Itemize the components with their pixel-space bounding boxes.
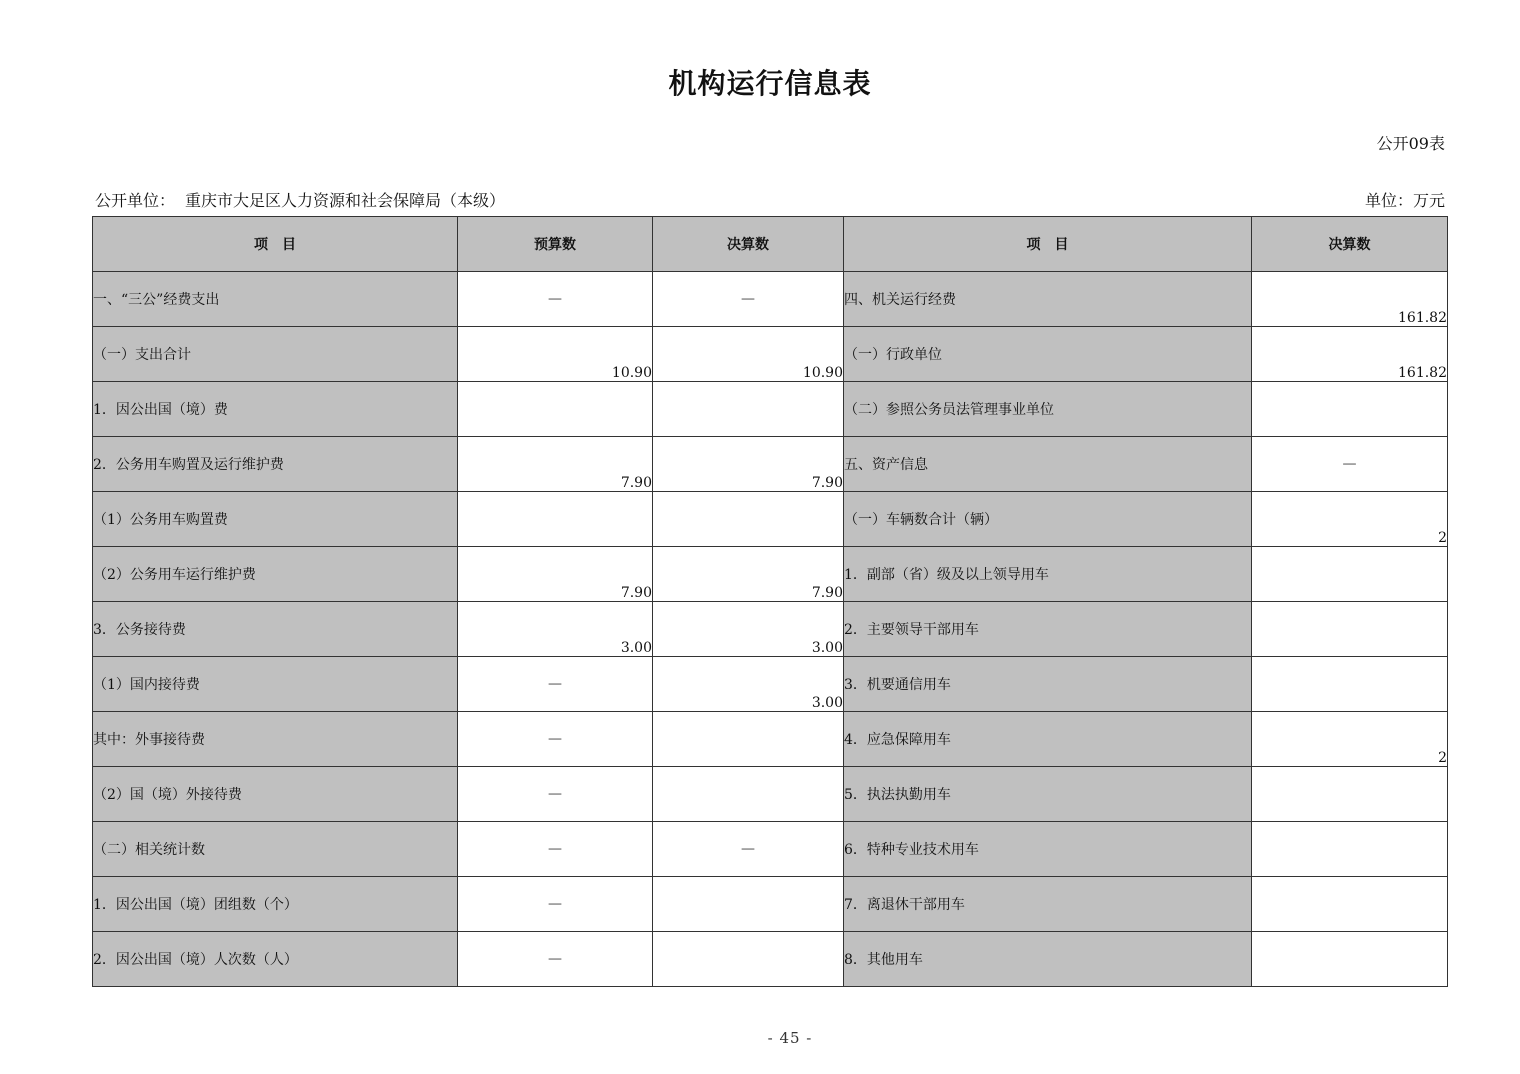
table-row — [93, 547, 1448, 602]
header-item-left: 项 目 — [93, 217, 458, 272]
budget-value: 7.90 — [458, 547, 653, 602]
final-value — [653, 382, 844, 437]
right-final-value: 2 — [1252, 712, 1448, 767]
budget-value — [458, 492, 653, 547]
institution-operation-table — [92, 216, 1448, 987]
budget-value: 10.90 — [458, 327, 653, 382]
table-row — [93, 437, 1448, 492]
left-item-label: （2）公务用车运行维护费 — [93, 547, 458, 602]
right-item-label: （二）参照公务员法管理事业单位 — [844, 382, 1252, 437]
budget-value: 3.00 — [458, 602, 653, 657]
final-value: 3.00 — [653, 657, 844, 712]
table-row — [93, 272, 1448, 327]
right-final-value — [1252, 547, 1448, 602]
left-item-label: （一）支出合计 — [93, 327, 458, 382]
budget-value: — — [458, 272, 653, 327]
right-item-label: 3．机要通信用车 — [844, 657, 1252, 712]
table-row — [93, 492, 1448, 547]
right-final-value — [1252, 382, 1448, 437]
page-title: 机构运行信息表 — [668, 67, 872, 100]
right-final-value — [1252, 877, 1448, 932]
table-row — [93, 657, 1448, 712]
budget-value: — — [458, 877, 653, 932]
reporting-unit — [95, 188, 505, 211]
currency-unit: 单位：万元 — [1364, 191, 1445, 210]
right-item-label: （一）行政单位 — [844, 327, 1252, 382]
budget-value: — — [458, 767, 653, 822]
reporting-unit-value: 重庆市大足区人力资源和社会保障局（本级） — [185, 191, 506, 210]
right-item-label: 2．主要领导干部用车 — [844, 602, 1252, 657]
right-final-value — [1252, 657, 1448, 712]
final-value: — — [653, 822, 844, 877]
right-final-value: 161.82 — [1252, 327, 1448, 382]
right-item-label: 7．离退休干部用车 — [844, 877, 1252, 932]
right-final-value — [1252, 767, 1448, 822]
header-item-right: 项 目 — [844, 217, 1252, 272]
right-final-value — [1252, 602, 1448, 657]
right-item-label: 4．应急保障用车 — [844, 712, 1252, 767]
final-value: 7.90 — [653, 547, 844, 602]
budget-value: — — [458, 712, 653, 767]
left-item-label: 2．因公出国（境）人次数（人） — [93, 932, 458, 987]
budget-value — [458, 382, 653, 437]
final-value — [653, 712, 844, 767]
header-budget: 预算数 — [458, 217, 653, 272]
page-number: - 45 - — [767, 1029, 813, 1047]
header-row — [93, 217, 1448, 272]
right-item-label: 6．特种专业技术用车 — [844, 822, 1252, 877]
left-item-label: （1）公务用车购置费 — [93, 492, 458, 547]
budget-value: — — [458, 657, 653, 712]
final-value: — — [653, 272, 844, 327]
right-final-value — [1252, 932, 1448, 987]
final-value — [653, 492, 844, 547]
table-row — [93, 602, 1448, 657]
budget-value: — — [458, 932, 653, 987]
right-final-value: 161.82 — [1252, 272, 1448, 327]
table-row — [93, 932, 1448, 987]
right-item-label: 四、机关运行经费 — [844, 272, 1252, 327]
left-item-label: 3．公务接待费 — [93, 602, 458, 657]
right-item-label: 5．执法执勤用车 — [844, 767, 1252, 822]
left-item-label: （2）国（境）外接待费 — [93, 767, 458, 822]
budget-value: 7.90 — [458, 437, 653, 492]
final-value — [653, 932, 844, 987]
right-item-label: 五、资产信息 — [844, 437, 1252, 492]
table-body — [93, 272, 1448, 987]
final-value — [653, 877, 844, 932]
final-value — [653, 767, 844, 822]
header-final-left: 决算数 — [653, 217, 844, 272]
table-row — [93, 712, 1448, 767]
right-item-label: 8．其他用车 — [844, 932, 1252, 987]
header-final-right: 决算数 — [1252, 217, 1448, 272]
left-item-label: 1．因公出国（境）费 — [93, 382, 458, 437]
left-item-label: （1）国内接待费 — [93, 657, 458, 712]
table-row — [93, 382, 1448, 437]
left-item-label: 2．公务用车购置及运行维护费 — [93, 437, 458, 492]
table-row — [93, 327, 1448, 382]
table-row — [93, 767, 1448, 822]
left-item-label: 1．因公出国（境）团组数（个） — [93, 877, 458, 932]
right-item-label: （一）车辆数合计（辆） — [844, 492, 1252, 547]
table-row — [93, 877, 1448, 932]
right-final-value: — — [1252, 437, 1448, 492]
left-item-label: （二）相关统计数 — [93, 822, 458, 877]
reporting-unit-label: 公开单位： — [95, 191, 176, 210]
final-value: 3.00 — [653, 602, 844, 657]
budget-value: — — [458, 822, 653, 877]
left-item-label: 一、“三公”经费支出 — [93, 272, 458, 327]
final-value: 10.90 — [653, 327, 844, 382]
table-row — [93, 822, 1448, 877]
final-value: 7.90 — [653, 437, 844, 492]
right-final-value: 2 — [1252, 492, 1448, 547]
right-item-label: 1．副部（省）级及以上领导用车 — [844, 547, 1252, 602]
right-final-value — [1252, 822, 1448, 877]
left-item-label: 其中：外事接待费 — [93, 712, 458, 767]
table-code: 公开09表 — [1376, 134, 1445, 153]
